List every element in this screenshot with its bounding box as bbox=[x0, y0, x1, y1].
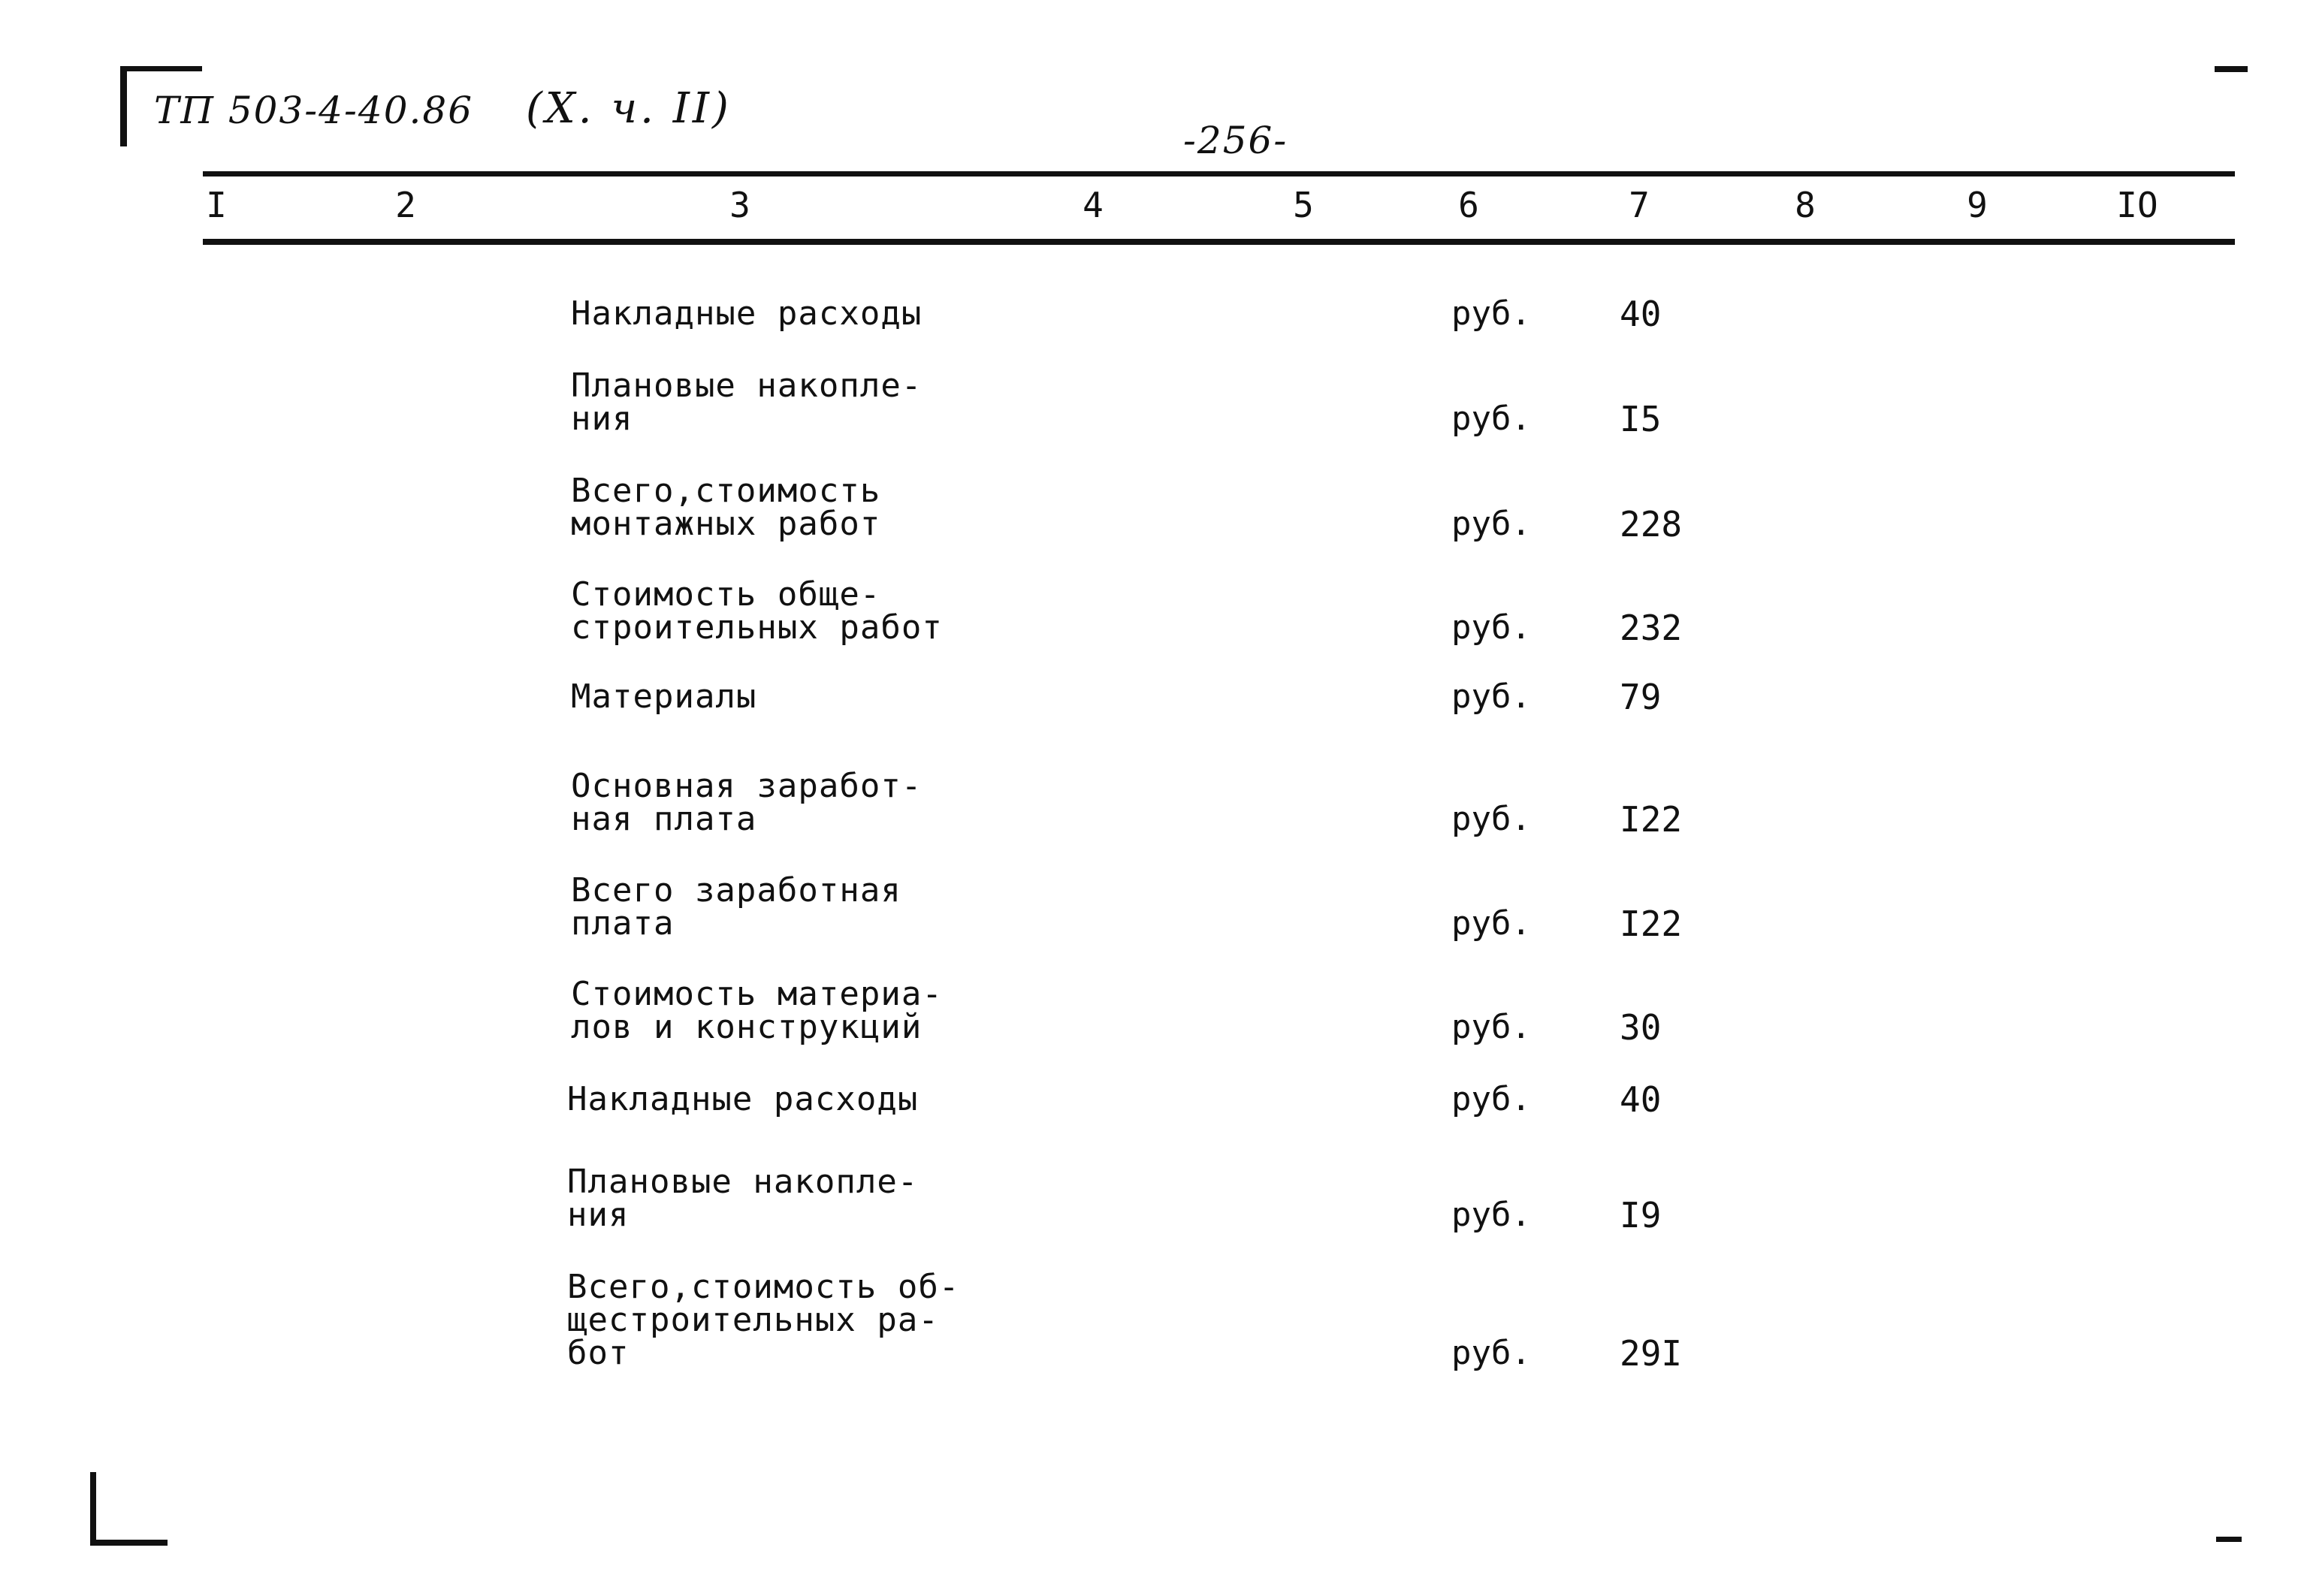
column-header-4: 4 bbox=[1083, 185, 1104, 225]
column-header-2: 2 bbox=[395, 185, 416, 225]
column-header-1: I bbox=[206, 185, 227, 225]
table-header-bottom-rule bbox=[203, 239, 2235, 245]
column-header-3: 3 bbox=[729, 185, 750, 225]
row-unit: руб. bbox=[1451, 608, 1531, 647]
row-value: I9 bbox=[1620, 1195, 1662, 1235]
row-unit: руб. bbox=[1451, 904, 1531, 943]
row-unit: руб. bbox=[1451, 1196, 1531, 1234]
row-value: 30 bbox=[1620, 1007, 1662, 1048]
column-header-6: 6 bbox=[1458, 185, 1479, 225]
corner-tick-top-right bbox=[2215, 66, 2248, 72]
row-item-name: Материалы bbox=[571, 677, 757, 716]
row-value: 79 bbox=[1620, 677, 1662, 717]
row-unit: руб. bbox=[1451, 1008, 1531, 1046]
row-value: 29I bbox=[1620, 1333, 1683, 1374]
column-header-7: 7 bbox=[1629, 185, 1650, 225]
row-value: I22 bbox=[1620, 904, 1683, 944]
row-value: I5 bbox=[1620, 399, 1662, 439]
row-value: 40 bbox=[1620, 1079, 1662, 1120]
row-value: 232 bbox=[1620, 608, 1683, 648]
row-unit: руб. bbox=[1451, 800, 1531, 838]
row-item-name: Всего,стоимость об- щестроительных ра- бот bbox=[567, 1268, 960, 1372]
column-header-9: 9 bbox=[1967, 185, 1988, 225]
column-header-10: IO bbox=[2116, 185, 2158, 225]
row-item-name: Всего,стоимость монтажных работ bbox=[571, 472, 881, 543]
row-item-name: Плановые накопле- ния bbox=[571, 367, 922, 438]
row-unit: руб. bbox=[1451, 1080, 1531, 1118]
row-unit: руб. bbox=[1451, 677, 1531, 716]
row-item-name: Стоимость материа- лов и конструкций bbox=[571, 975, 943, 1046]
row-item-name: Плановые накопле- ния bbox=[567, 1163, 919, 1234]
row-unit: руб. bbox=[1451, 294, 1531, 333]
column-header-5: 5 bbox=[1293, 185, 1314, 225]
row-value: I22 bbox=[1620, 799, 1683, 840]
table-header-top-rule bbox=[203, 171, 2235, 176]
row-value: 40 bbox=[1620, 294, 1662, 334]
page-number: -256- bbox=[1183, 119, 1288, 162]
row-item-name: Стоимость обще- строительных работ bbox=[571, 575, 943, 647]
row-unit: руб. bbox=[1451, 505, 1531, 543]
corner-tick-bottom-right bbox=[2216, 1537, 2242, 1542]
row-unit: руб. bbox=[1451, 1334, 1531, 1372]
column-header-8: 8 bbox=[1795, 185, 1816, 225]
document-code: ТП 503-4-40.86 bbox=[154, 89, 474, 132]
row-item-name: Накладные расходы bbox=[571, 294, 922, 333]
row-item-name: Основная заработ- ная плата bbox=[571, 767, 922, 838]
row-unit: руб. bbox=[1451, 400, 1531, 438]
row-item-name: Всего заработная плата bbox=[571, 871, 901, 943]
corner-mark-bottom-left bbox=[90, 1472, 168, 1546]
document-section: (Х. ч. II) bbox=[526, 84, 732, 133]
row-item-name: Накладные расходы bbox=[567, 1080, 919, 1118]
row-value: 228 bbox=[1620, 504, 1683, 545]
